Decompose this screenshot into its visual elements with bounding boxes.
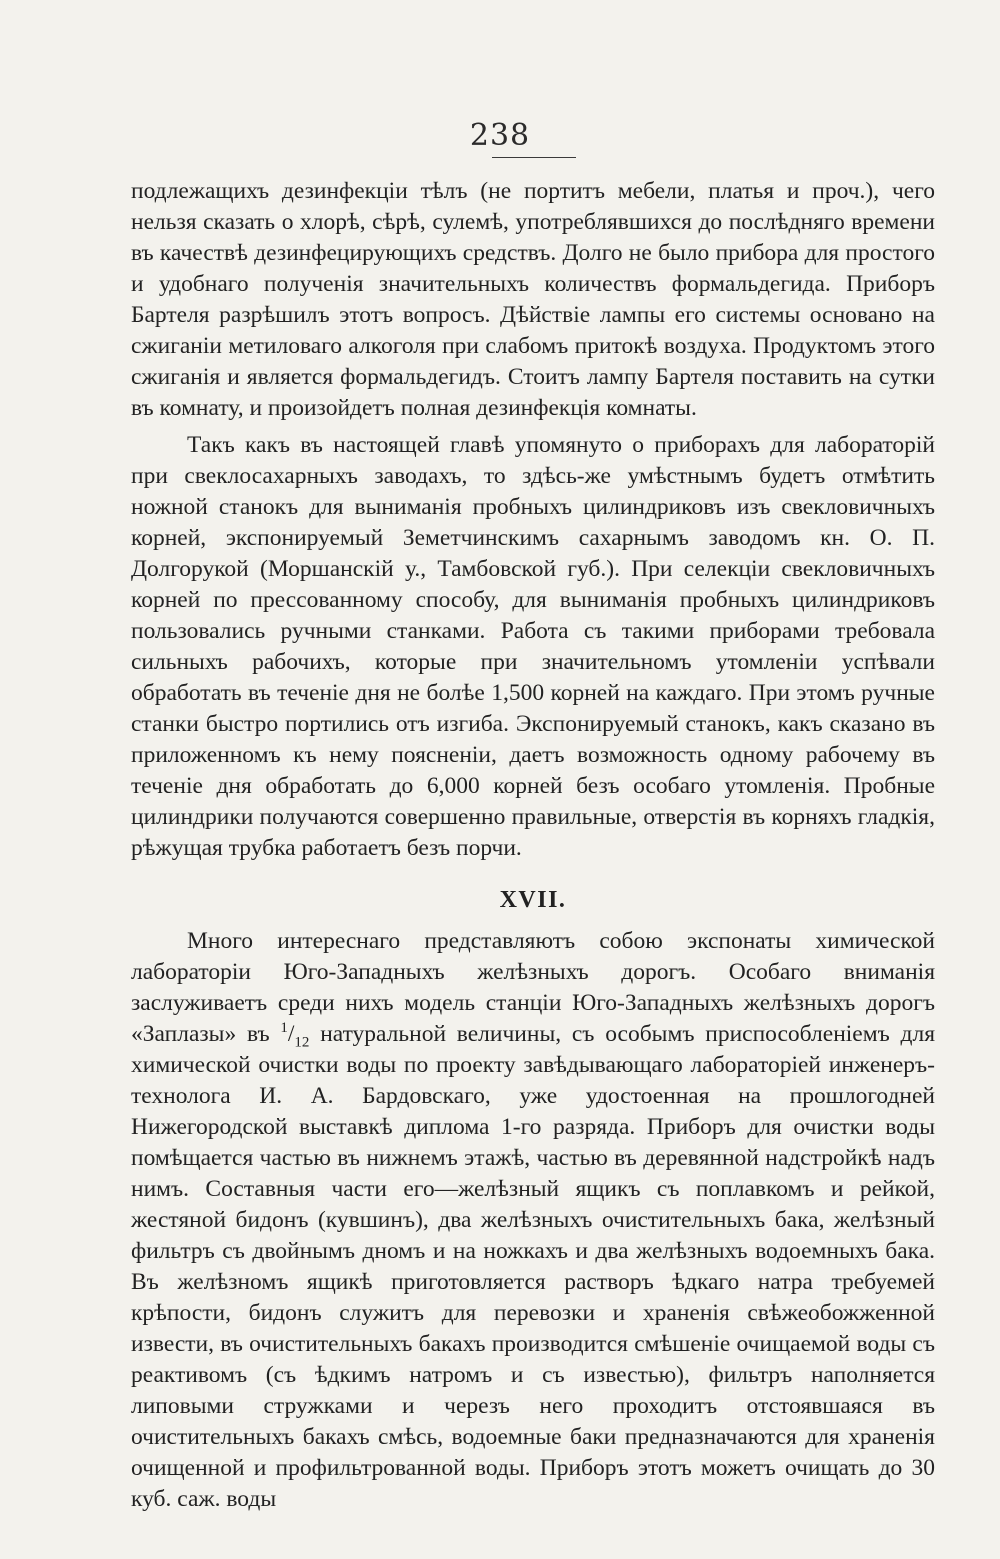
- paragraph-text-start: Много интереснаго представляютъ собою экспонаты химической лабораторіи Юго-Западныхъ желѣзныхъ дорогъ. Особаго вниманія заслуживаетъ среди нихъ модель станціи Юго-Западныхъ желѣзныхъ дорогъ «Заплазы» въ: [131, 928, 935, 1047]
- fraction-denominator: 12: [294, 1034, 310, 1051]
- paragraph-water-purification: Много интереснаго представляютъ собою экспонаты химической лабораторіи Юго-Западныхъ желѣзныхъ дорогъ. Особаго вниманія заслуживаетъ среди нихъ модель станціи Юго-Западныхъ желѣзныхъ дорогъ «Заплазы» въ $^1/_{12}$ натуральной величины, съ особымъ приспособленіемъ для химической очистки воды по проекту завѣдывающаго лабораторіей инженеръ-технолога И. А. Бардовскаго, уже удостоенная на прошлогодней Нижегородской выставкѣ диплома 1-го разряда. Приборъ для очистки воды помѣщается частью въ нижнемъ этажѣ, частью въ деревянной надстройкѣ надъ нимъ. Составныя части его—желѣзный ящикъ съ поплавкомъ и рейкой, жестяной бидонъ (кувшинъ), два желѣзныхъ очистительныхъ бака, желѣзный фильтръ съ двойнымъ дномъ и на ножкахъ и два желѣзныхъ водоемныхъ бака. Въ желѣзномъ ящикѣ приготовляется растворъ ѣдкаго натра требуемей крѣпости, бидонъ служитъ для перевозки и храненія свѣжеобожженной извести, въ очистительныхъ бакахъ производится смѣшеніе очищаемой воды съ реактивомъ (съ ѣдкимъ натромъ и съ известью), фильтръ наполняется липовыми стружками и черезъ него проходитъ отстоявшаяся въ очистительныхъ бакахъ смѣсь, водоемные баки предназначаются для храненія очищенной и профильтрованной воды. Приборъ этотъ можетъ очищать до 30 куб. саж. воды: [131, 928, 936, 1512]
- paragraph-text-end: натуральной величины, съ особымъ приспособленіемъ для химической очистки воды по проекту завѣдывающаго лабораторіей инженеръ-технолога И. А. Бардовскаго, уже удостоенная на прошлогодней Нижегородской выставкѣ диплома 1-го разряда. Приборъ для очистки воды помѣщается частью въ нижнемъ этажѣ, частью въ деревянной надстройкѣ надъ нимъ. Составныя части его—желѣзный ящикъ съ поплавкомъ и рейкой, жестяной бидонъ (кувшинъ), два желѣзныхъ очистительныхъ бака, желѣзный фильтръ съ двойнымъ дномъ и на ножкахъ и два желѣзныхъ водоемныхъ бака. Въ желѣзномъ ящикѣ приготовляется растворъ ѣдкаго натра требуемей крѣпости, бидонъ служитъ для перевозки и храненія свѣжеобожженной извести, въ очистительныхъ бакахъ производится смѣшеніе очищаемой воды съ реактивомъ (съ ѣдкимъ натромъ и съ известью), фильтръ наполняется липовыми стружками и черезъ него проходитъ отстоявшаяся въ очистительныхъ бакахъ смѣсь, водоемные баки предназначаются для храненія очищенной и профильтрованной воды. Приборъ этотъ можетъ очищать до 30 куб. саж. воды: [131, 1021, 936, 1512]
- paragraph-continued: подлежащихъ дезинфекціи тѣлъ (не портитъ мебели, платья и проч.), чего нельзя сказать о хлорѣ, сѣрѣ, сулемѣ, употреблявшихся до послѣдняго времени въ качествѣ дезинфецирующихъ средствъ. Долго не было прибора для простого и удобнаго полученія значительныхъ количествъ формальдегида. Приборъ Бартеля разрѣшилъ этотъ вопросъ. Дѣйствіе лампы его системы основано на сжиганіи метиловаго алкоголя при слабомъ притокѣ воздуха. Продуктомъ этого сжиганія и является формальдегидъ. Стоитъ лампу Бартеля поставить на сутки въ комнату, и произойдетъ полная дезинфекція комнаты.: [131, 178, 935, 421]
- section-heading: XVII.: [499, 887, 567, 913]
- paragraph-beet-machine: Такъ какъ въ настоящей главѣ упомянуто о приборахъ для лабораторій при свеклосахарныхъ заводахъ, то здѣсь-же умѣстнымъ будетъ отмѣтить ножной станокъ для выниманія пробныхъ цилиндриковъ изъ свекловичныхъ корней, экспонируемый Земетчинскимъ сахарнымъ заводомъ кн. О. П. Долгорукой (Моршанскій у., Тамбовской губ.). При селекціи свекловичныхъ корней по прессованному способу, для выниманія пробныхъ цилиндриковъ пользовались ручными станками. Работа съ такими приборами требовала сильныхъ рабочихъ, которые при значительномъ утомленіи успѣвали обработать въ теченіе дня не болѣе 1,500 корней на каждаго. При этомъ ручные станки быстро портились отъ изгиба. Экспонируемый станокъ, какъ сказано въ приложенномъ къ нему поясненіи, даетъ возможность одному рабочему въ теченіе дня обработать до 6,000 корней безъ особаго утомленія. Пробные цилиндрики получаются совершенно правильные, отверстія въ корняхъ гладкія, рѣжущая трубка работаетъ безъ порчи.: [131, 432, 935, 861]
- page-number-rule: [492, 157, 576, 158]
- page-number: 238: [469, 118, 531, 153]
- body-text: [131, 176, 935, 1521]
- fraction-numerator: 1: [280, 1020, 288, 1037]
